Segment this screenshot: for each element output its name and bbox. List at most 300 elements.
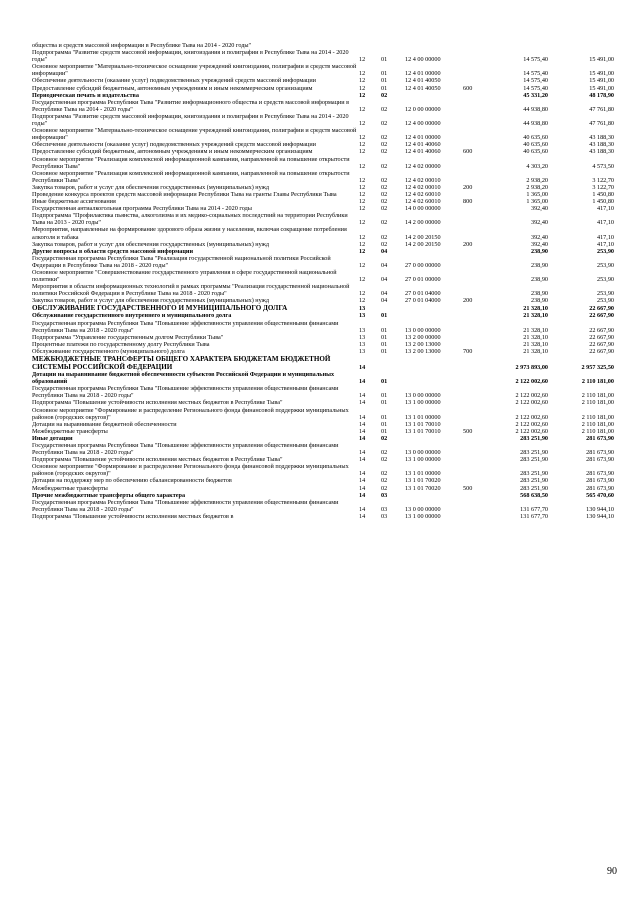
row-amount-year-2: 2 110 181,00 [581,392,614,400]
row-amount-year-2: 2 110 181,00 [581,399,614,407]
row-subsection-code: 01 [381,333,388,341]
row-amount-year-2 [548,42,614,49]
row-target-article-code: 13 1 01 70010 [405,427,441,435]
row-subsection-code [381,304,405,312]
row-expense-type-code [463,385,482,399]
row-target-article-code: 27 0 01 00000 [405,276,441,284]
row-expense-type-code [463,170,482,184]
row-section-code: 12 [359,290,366,298]
row-name: Обеспечение деятельности (оказание услуг) подведомственных учреждений средств массовой информации [32,77,316,85]
table-row [32,334,614,341]
row-subsection-code: 02 [381,205,388,213]
row-amount-year-1: 40 635,60 [523,141,548,149]
row-amount-year-2: 1 450,80 [592,198,614,206]
row-amount-year-2: 130 944,10 [586,512,614,520]
row-amount-year-1: 131 677,70 [520,512,548,520]
row-target-article-code: 13 2 00 00000 [405,333,441,341]
budget-table [32,42,614,520]
table-row [32,184,614,191]
row-name: Основное мероприятие "Совершенствование государственного управления в сфере государственной национальной политики" [32,269,337,284]
row-expense-type-code [463,312,482,319]
table-row [32,269,614,283]
row-name: общества и средств массовой информации в Республике Тыва на 2014 - 2020 годы" [32,42,252,49]
row-target-article-code: 14 2 00 20150 [405,233,441,241]
row-target-article-code: 13 2 00 13000 [405,340,441,348]
table-row [32,92,614,99]
row-target-article-code: 12 4 01 40050 [405,84,441,92]
row-section-code: 12 [359,105,366,113]
row-name: Государственная антиалкогольная программа Республики Тыва на 2014 - 2020 годы [32,205,252,213]
row-section-code: 12 [359,205,366,213]
row-amount-year-1: 1 365,00 [526,190,548,198]
page-number: 90 [607,866,617,877]
row-subsection-code: 01 [381,347,388,355]
row-expense-type-code [463,49,482,63]
table-row [32,348,614,355]
row-subsection-code: 01 [381,312,388,320]
table-row [32,355,614,371]
row-amount-year-2: 417,10 [596,205,614,213]
row-expense-type-code [463,355,482,371]
row-section-code: 14 [359,456,366,464]
row-section-code: 12 [359,276,366,284]
row-amount-year-1: 2 122 002,60 [515,392,548,400]
table-row [32,312,614,319]
row-section-code: 12 [359,91,366,99]
row-expense-type-code: 500 [463,484,473,492]
row-target-article-code: 13 0 00 00000 [405,449,441,457]
row-subsection-code [381,355,405,371]
row-amount-year-2: 565 470,60 [586,491,614,499]
row-amount-year-2: 22 667,90 [589,312,614,320]
row-section-code: 12 [359,162,366,170]
row-expense-type-code [463,127,482,141]
table-row [32,63,614,77]
row-amount-year-1: 44 938,80 [523,120,548,128]
row-subsection-code: 02 [381,105,388,113]
row-amount-year-1: 392,40 [530,233,548,241]
table-row [32,399,614,406]
table-row [32,255,614,269]
row-target-article-code: 27 0 00 00000 [405,261,441,269]
row-amount-year-1: 2 122 002,60 [515,378,548,386]
row-name: Подпрограмма "Управление государственным долгом Республики Тыва" [32,333,224,341]
row-target-article-code [405,312,463,319]
row-expense-type-code [463,371,482,385]
row-subsection-code: 04 [381,290,388,298]
table-row [32,304,614,312]
row-amount-year-2: 2 110 181,00 [581,420,614,428]
row-section-code: 12 [359,70,366,78]
row-section-code: 14 [359,491,366,499]
row-section-code: 12 [359,134,366,142]
row-name: Дотации на поддержку мер по обеспечению сбалансированности бюджетов [32,477,232,485]
row-subsection-code: 02 [381,176,388,184]
row-expense-type-code [463,226,482,240]
row-amount-year-2: 4 573,50 [592,162,614,170]
row-target-article-code: 27 0 01 04000 [405,297,441,305]
row-amount-year-2: 281 673,90 [586,449,614,457]
row-subsection-code: 02 [381,148,388,156]
row-amount-year-2: 15 491,00 [589,56,614,64]
row-name: Закупка товаров, работ и услуг для обеспечения государственных (муниципальных) нужд [32,183,270,191]
row-amount-year-2: 15 491,00 [589,77,614,85]
row-target-article-code: 13 1 01 70020 [405,484,441,492]
table-row [32,463,614,477]
row-section-code: 14 [359,512,366,520]
row-target-article-code [405,492,463,499]
table-row [32,421,614,428]
row-section-code: 14 [359,427,366,435]
table-row [32,148,614,155]
table-row [32,477,614,484]
row-name: Подпрограмма "Повышение устойчивости исполнения местных бюджетов в [32,512,234,520]
row-name: Основное мероприятие "Формирование и распределение Регионального фонда финансовой поддержки муниципальных районов (городских округов)" [32,463,349,478]
row-amount-year-2: 281 673,90 [586,477,614,485]
row-section-code: 14 [359,484,366,492]
row-section-code: 14 [359,378,366,386]
row-target-article-code [405,304,463,312]
row-amount-year-1: 238,90 [530,276,548,284]
row-amount-year-2: 253,90 [596,290,614,298]
table-row [32,241,614,248]
row-amount-year-1: 40 635,60 [523,148,548,156]
row-subsection-code: 01 [381,420,388,428]
row-amount-year-1: 283 251,90 [520,477,548,485]
row-expense-type-code [463,113,482,127]
row-name: Обслуживание государственного внутреннего и муниципального долга [32,312,232,320]
table-row [32,442,614,456]
row-section-code: 14 [359,420,366,428]
row-amount-year-2: 281 673,90 [586,470,614,478]
row-section-code: 12 [359,141,366,149]
table-row [32,191,614,198]
row-expense-type-code [463,191,482,198]
row-target-article-code: 12 4 02 00000 [405,162,441,170]
row-subsection-code: 02 [381,134,388,142]
row-amount-year-2: 281 673,90 [586,434,614,442]
row-name: Закупка товаров, работ и услуг для обеспечения государственных (муниципальных) нужд [32,297,270,305]
row-subsection-code: 02 [381,484,388,492]
row-subsection-code: 02 [381,456,388,464]
row-amount-year-1: 40 635,60 [523,134,548,142]
row-target-article-code: 12 4 00 00000 [405,56,441,64]
row-subsection-code: 02 [381,183,388,191]
row-name: Прочие межбюджетные трансферты общего характера [32,491,186,499]
row-target-article-code: 13 1 00 00000 [405,456,441,464]
row-amount-year-1: 2 122 002,60 [515,413,548,421]
row-amount-year-1: 392,40 [530,240,548,248]
row-expense-type-code [463,334,482,341]
row-section-code: 12 [359,233,366,241]
row-amount-year-1: 238,90 [530,297,548,305]
table-row [32,320,614,334]
row-amount-year-1: 14 575,40 [523,84,548,92]
row-name: Предоставление субсидий бюджетным, автономным учреждениям и иным некоммерческим организациям [32,84,313,92]
row-amount-year-2: 130 944,10 [586,505,614,513]
row-subsection-code: 02 [381,198,388,206]
row-subsection-code: 02 [381,162,388,170]
row-amount-year-2: 15 491,00 [589,70,614,78]
table-row [32,492,614,499]
row-expense-type-code [463,421,482,428]
row-target-article-code: 14 0 00 00000 [405,205,441,213]
row-section-code: 12 [359,240,366,248]
table-row [32,113,614,127]
row-amount-year-2: 47 761,80 [589,120,614,128]
row-name: МЕЖБЮДЖЕТНЫЕ ТРАНСФЕРТЫ ОБЩЕГО ХАРАКТЕРА БЮДЖЕТАМ БЮДЖЕТНОЙ СИСТЕМЫ РОССИЙСКОЙ ФЕДЕРАЦИИ [32,355,331,372]
row-section-code: 12 [359,297,366,305]
row-expense-type-code [463,212,482,226]
row-expense-type-code [463,456,482,463]
row-section-code: 13 [359,333,366,341]
row-expense-type-code [463,92,482,99]
table-row [32,212,614,226]
row-subsection-code: 03 [381,505,388,513]
row-expense-type-code [463,42,482,49]
row-name: Процентные платежи по государственному долгу Республики Тыва [32,340,210,348]
row-expense-type-code [463,492,482,499]
row-amount-year-1: 14 575,40 [523,77,548,85]
row-subsection-code: 01 [381,427,388,435]
row-amount-year-2: 22 667,90 [589,347,614,355]
row-section-code: 12 [359,198,366,206]
table-row [32,485,614,492]
row-target-article-code: 13 1 00 00000 [405,399,441,407]
row-expense-type-code [463,407,482,421]
row-amount-year-1: 283 251,90 [520,470,548,478]
row-section-code: 13 [359,312,366,320]
row-amount-year-1: 392,40 [530,205,548,213]
row-amount-year-1: 283 251,90 [520,484,548,492]
row-section-code: 12 [359,77,366,85]
row-expense-type-code: 200 [463,240,473,248]
table-row [32,248,614,255]
row-subsection-code: 02 [381,240,388,248]
row-amount-year-2: 253,90 [596,276,614,284]
row-section-code: 12 [359,183,366,191]
row-amount-year-2: 22 667,90 [589,333,614,341]
row-name: Периодическая печать и издательства [32,91,139,99]
row-subsection-code: 04 [381,261,388,269]
row-amount-year-1: 21 328,10 [523,340,548,348]
row-amount-year-1: 2 938,20 [526,183,548,191]
row-name: Подпрограмма "Развитие средств массовой информации, книгоиздания и полиграфии в Республике Тыва на 2014 - 2020 годы" [32,49,349,64]
row-section-code: 14 [359,392,366,400]
row-target-article-code: 12 4 02 60010 [405,198,441,206]
row-name: ОБСЛУЖИВАНИЕ ГОСУДАРСТВЕННОГО И МУНИЦИПАЛЬНОГО ДОЛГА [32,304,288,313]
row-amount-year-1: 45 331,20 [523,91,548,99]
row-subsection-code: 01 [381,340,388,348]
row-expense-type-code [463,283,482,297]
row-expense-type-code: 200 [463,183,473,191]
row-name: Государственная программа Республики Тыва "Развитие информационного общества и средств массовой информации в Республике Тыва на 2014 - 2020 годы" [32,98,349,113]
row-target-article-code: 12 4 02 00010 [405,183,441,191]
row-section-code [359,42,381,49]
row-section-code: 12 [359,148,366,156]
row-subsection-code: 01 [381,84,388,92]
row-amount-year-2: 417,10 [596,219,614,227]
row-subsection-code: 01 [381,70,388,78]
row-section-code: 13 [359,305,366,313]
row-section-code: 14 [359,477,366,485]
row-expense-type-code: 500 [463,427,473,435]
row-section-code: 12 [359,84,366,92]
row-subsection-code: 02 [381,434,388,442]
row-section-code: 12 [359,261,366,269]
row-subsection-code: 01 [381,413,388,421]
row-name: Подпрограмма "Развитие средств массовой информации, книгоиздания и полиграфии в Республике Тыва на 2014 - 2020 годы" [32,112,349,128]
row-section-code: 12 [359,219,366,227]
row-subsection-code: 02 [381,233,388,241]
row-amount-year-1: 2 938,20 [526,176,548,184]
row-name: Иные дотации [32,434,73,442]
row-expense-type-code [463,99,482,113]
table-row [32,407,614,421]
row-amount-year-1: 238,90 [530,247,548,255]
row-expense-type-code [463,156,482,170]
row-name: Межбюджетные трансферты [32,427,108,435]
row-name: Основное мероприятие "Материально-техническое оснащение учреждений книгоиздания, полиграфии и средств массовой информации" [32,127,357,142]
row-amount-year-1: 131 677,70 [520,505,548,513]
table-row [32,49,614,63]
table-row [32,141,614,148]
row-amount-year-1: 21 328,10 [523,305,548,313]
table-row [32,456,614,463]
table-row [32,226,614,240]
table-row [32,198,614,205]
row-amount-year-1: 21 328,10 [523,347,548,355]
row-target-article-code: 12 4 01 00000 [405,134,441,142]
row-target-article-code: 13 1 01 70010 [405,420,441,428]
row-section-code: 14 [359,363,366,371]
row-expense-type-code [463,141,482,148]
budget-table-body [32,42,614,520]
table-row [32,42,614,49]
row-subsection-code: 02 [381,219,388,227]
row-expense-type-code [463,513,482,520]
row-amount-year-2: 47 761,80 [589,105,614,113]
row-expense-type-code [463,77,482,84]
row-subsection-code: 01 [381,378,388,386]
row-expense-type-code [463,320,482,334]
row-name: Закупка товаров, работ и услуг для обеспечения государственных (муниципальных) нужд [32,240,270,248]
row-amount-year-2: 417,10 [596,233,614,241]
table-row [32,341,614,348]
row-name: Обеспечение деятельности (оказание услуг) подведомственных учреждений средств массовой информации [32,141,316,149]
row-subsection-code: 04 [381,297,388,305]
row-target-article-code: 12 0 00 00000 [405,105,441,113]
table-row [32,85,614,92]
row-amount-year-2: 2 957 325,50 [581,363,614,371]
row-amount-year-1: 21 328,10 [523,326,548,334]
row-amount-year-2: 3 122,70 [592,176,614,184]
row-target-article-code: 13 1 01 70020 [405,477,441,485]
row-subsection-code: 04 [381,276,388,284]
table-row [32,170,614,184]
row-amount-year-1: 238,90 [530,290,548,298]
row-section-code: 12 [359,56,366,64]
row-target-article-code: 12 4 02 00010 [405,176,441,184]
row-subsection-code [381,42,405,49]
row-section-code: 14 [359,470,366,478]
row-amount-year-1: 1 365,00 [526,198,548,206]
row-name: Подпрограмма "Повышение устойчивости исполнения местных бюджетов в Республике Тыва" [32,399,283,407]
row-amount-year-1: 2 122 002,60 [515,399,548,407]
row-name: Дотации на выравнивание бюджетной обеспеченности [32,420,177,428]
row-name: Мероприятия, направленные на формирование здорового образа жизни у населения, включая сокращение потребления алкоголя и табака [32,226,347,241]
row-amount-year-1 [482,42,548,49]
row-expense-type-code [463,341,482,348]
row-section-code: 14 [359,434,366,442]
row-amount-year-2: 43 188,30 [589,134,614,142]
row-name: Государственная программа Республики Тыва "Повышение эффективности управления общественными финансами Республики Тыва на 2018 - 2020 годы" [32,319,339,334]
row-amount-year-1: 283 251,90 [520,456,548,464]
row-amount-year-1: 14 575,40 [523,56,548,64]
row-target-article-code [405,435,463,442]
row-amount-year-2: 2 110 181,00 [581,413,614,421]
row-amount-year-1: 283 251,90 [520,449,548,457]
row-section-code: 14 [359,399,366,407]
row-target-article-code: 12 4 00 00000 [405,120,441,128]
row-amount-year-1: 283 251,90 [520,434,548,442]
row-amount-year-1: 44 938,80 [523,105,548,113]
row-name: Государственная программа Республики Тыва "Повышение эффективности управления общественными финансами Республики Тыва на 2018 - 2020 годы" [32,498,339,513]
row-expense-type-code: 600 [463,148,473,156]
table-row [32,499,614,513]
row-name: Подпрограмма "Повышение устойчивости исполнения местных бюджетов в Республике Тыва" [32,456,283,464]
row-name: Государственная программа Республики Тыва "Повышение эффективности управления общественными финансами Республики Тыва на 2018 - 2020 годы" [32,385,339,400]
row-amount-year-1: 21 328,10 [523,333,548,341]
row-name: Мероприятия в области информационных технологий в рамках программы "Реализация государственной национальной политики Российской Федерации в Республике Тыва на 2018 - 2020 годы" [32,283,350,298]
row-amount-year-1: 2 122 002,60 [515,427,548,435]
row-amount-year-2: 253,90 [596,261,614,269]
row-subsection-code: 02 [381,141,388,149]
row-target-article-code: 13 0 00 00000 [405,505,441,513]
row-section-code: 14 [359,413,366,421]
row-subsection-code: 02 [381,190,388,198]
row-subsection-code: 02 [381,91,388,99]
row-target-article-code: 12 4 01 00000 [405,70,441,78]
row-name: Межбюджетные трансферты [32,484,108,492]
row-section-code: 13 [359,326,366,334]
row-subsection-code: 02 [381,477,388,485]
row-name: Подпрограмма "Профилактика пьянства, алкоголизма и их медико-социальных последствий на территории Республики Тыва на 2013 - 2020 годы" [32,212,348,227]
row-amount-year-2: 43 188,30 [589,148,614,156]
row-name: Основное мероприятие "Реализация комплексной информационной кампании, направленной на повышение открытости Республики Тыва" [32,169,350,184]
table-row [32,428,614,435]
row-target-article-code: 13 2 00 13000 [405,347,441,355]
row-expense-type-code [463,477,482,484]
row-target-article-code: 27 0 01 04000 [405,290,441,298]
row-amount-year-1: 14 575,40 [523,70,548,78]
row-target-article-code: 14 2 00 00000 [405,219,441,227]
row-expense-type-code: 600 [463,84,473,92]
row-expense-type-code: 200 [463,297,473,305]
table-row [32,205,614,212]
table-row [32,513,614,520]
row-target-article-code: 12 4 01 40060 [405,148,441,156]
table-row [32,99,614,113]
row-expense-type-code [463,304,482,312]
row-amount-year-2: 281 673,90 [586,456,614,464]
row-amount-year-2: 2 110 181,00 [581,427,614,435]
row-expense-type-code [463,399,482,406]
row-amount-year-1: 238,90 [530,261,548,269]
table-row [32,371,614,385]
row-expense-type-code [463,463,482,477]
row-amount-year-1: 4 303,20 [526,162,548,170]
